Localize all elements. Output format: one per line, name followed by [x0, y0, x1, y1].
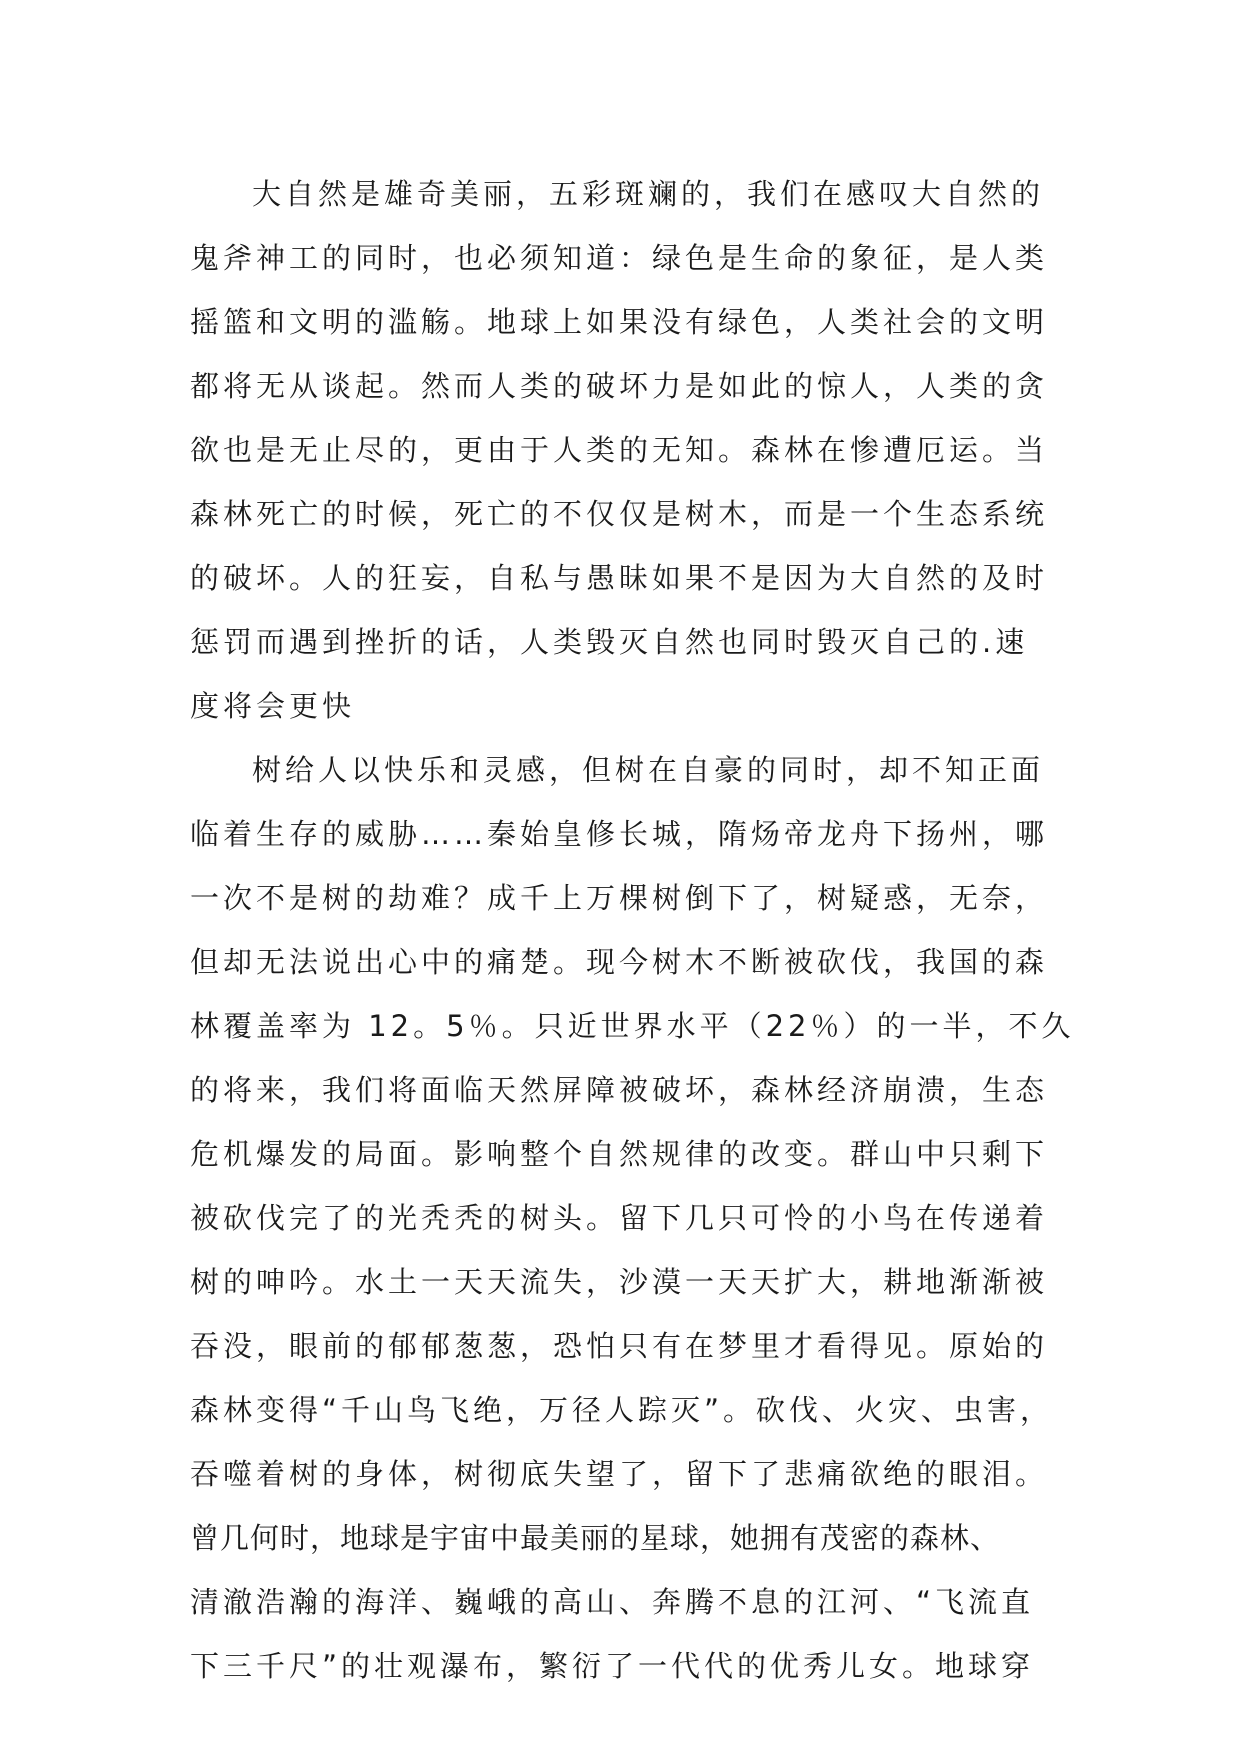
paragraph-line: 树的呻吟。水土一天天流失，沙漠一天天扩大，耕地渐渐被 — [190, 1265, 1049, 1299]
paragraph-line: 被砍伐完了的光秃秃的树头。留下几只可怜的小鸟在传递着 — [190, 1201, 1049, 1235]
paragraph-line: 清澈浩瀚的海洋、巍峨的高山、奔腾不息的江河、“飞流直 — [190, 1585, 1035, 1619]
paragraph-line: 但却无法说出心中的痛楚。现今树木不断被砍伐，我国的森 — [190, 945, 1049, 979]
paragraph-line: 森林死亡的时候，死亡的不仅仅是树木，而是一个生态系统 — [190, 497, 1049, 531]
paragraph-line: 欲也是无止尽的，更由于人类的无知。森林在惨遭厄运。当 — [190, 433, 1049, 467]
paragraph-line: 大自然是雄奇美丽，五彩斑斓的，我们在感叹大自然的 — [252, 177, 1045, 211]
document-body — [190, 162, 1075, 1698]
paragraph-line: 树给人以快乐和灵感，但树在自豪的同时，却不知正面 — [252, 753, 1045, 787]
paragraph-line: 都将无从谈起。然而人类的破坏力是如此的惊人，人类的贪 — [190, 369, 1049, 403]
paragraph-1 — [190, 162, 1070, 738]
paragraph-line: 鬼斧神工的同时，也必须知道：绿色是生命的象征，是人类 — [190, 241, 1049, 275]
paragraph-line: 的破坏。人的狂妄，自私与愚昧如果不是因为大自然的及时 — [190, 561, 1049, 595]
paragraph-line: 惩罚而遇到挫折的话，人类毁灭自然也同时毁灭自己的.速 — [190, 625, 1029, 659]
paragraph-line: 吞没，眼前的郁郁葱葱，恐怕只有在梦里才看得见。原始的 — [190, 1329, 1049, 1363]
paragraph-line: 下三千尺”的壮观瀑布，繁衍了一代代的优秀儿女。地球穿 — [190, 1649, 1035, 1683]
paragraph-line: 曾几何时，地球是宇宙中最美丽的星球，她拥有茂密的森林、 — [190, 1521, 1001, 1555]
paragraph-line: 的将来，我们将面临天然屏障被破坏，森林经济崩溃，生态 — [190, 1073, 1049, 1107]
paragraph-line: 临着生存的威胁……秦始皇修长城，隋炀帝龙舟下扬州，哪 — [190, 817, 1049, 851]
paragraph-line: 森林变得“千山鸟飞绝，万径人踪灭”。砍伐、火灾、虫害， — [190, 1393, 1054, 1427]
paragraph-line: 林覆盖率为 12。5％。只近世界水平（22％）的一半，不久 — [190, 1009, 1075, 1043]
paragraph-line: 度将会更快 — [190, 689, 356, 723]
paragraph-line: 摇篮和文明的滥觞。地球上如果没有绿色，人类社会的文明 — [190, 305, 1049, 339]
paragraph-line: 危机爆发的局面。影响整个自然规律的改变。群山中只剩下 — [190, 1137, 1049, 1171]
paragraph-line: 吞噬着树的身体，树彻底失望了，留下了悲痛欲绝的眼泪。 — [190, 1457, 1049, 1491]
paragraph-line: 一次不是树的劫难？成千上万棵树倒下了，树疑惑，无奈， — [190, 881, 1049, 915]
paragraph-2 — [190, 738, 1075, 1698]
